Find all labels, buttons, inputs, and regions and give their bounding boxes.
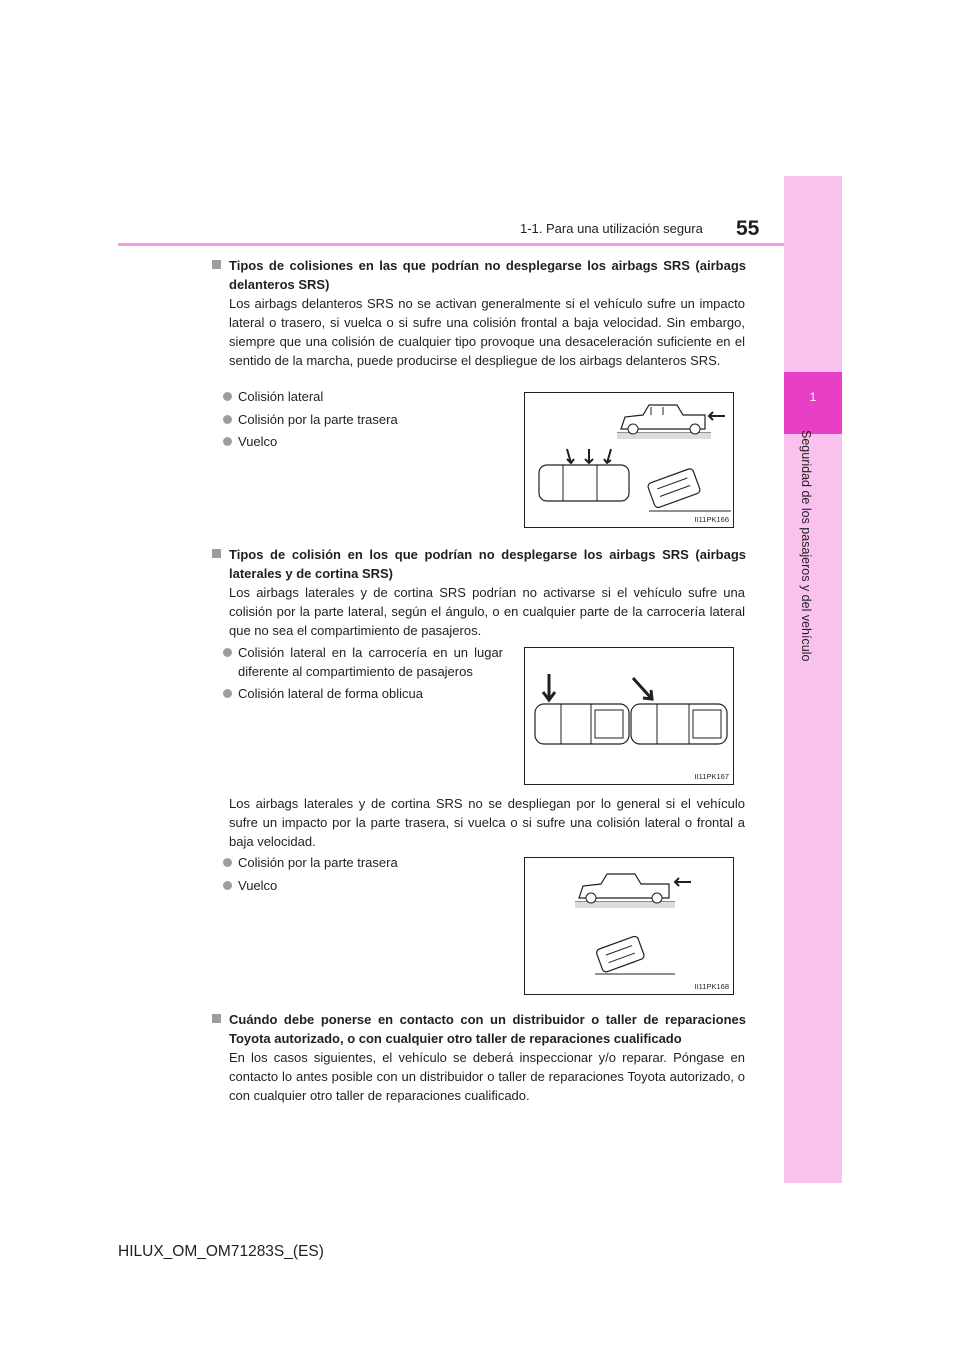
round-bullet-icon	[223, 415, 232, 424]
document-code: HILUX_OM_OM71283S_(ES)	[118, 1243, 324, 1260]
illustration-rear-and-rollover	[524, 857, 734, 995]
section-title: 1-1. Para una utilización segura	[520, 221, 703, 236]
section-heading: Tipos de colisiones en las que podrían no desplegarse los airbags SRS (airbags delanteros SRS)	[212, 256, 746, 294]
pickup-truck-icon	[525, 393, 733, 527]
list-item: Colisión lateral de forma oblicua	[223, 684, 423, 703]
round-bullet-icon	[223, 437, 232, 446]
round-bullet-icon	[223, 648, 232, 657]
pickup-truck-icon	[525, 858, 733, 994]
list-item: Colisión por la parte trasera	[223, 410, 398, 429]
figure-code: II11PK166	[694, 515, 729, 524]
round-bullet-icon	[223, 689, 232, 698]
illustration-side-airbag-exceptions	[524, 647, 734, 785]
list-item: Vuelco	[223, 876, 277, 895]
square-bullet-icon	[212, 549, 221, 558]
square-bullet-icon	[212, 260, 221, 269]
list-item: Vuelco	[223, 432, 277, 451]
list-item: Colisión lateral	[223, 387, 323, 406]
figure-code: II11PK167	[694, 772, 729, 781]
page-number: 55	[736, 217, 760, 240]
list-item: Colisión lateral en la carrocería en un lugar diferente al compartimiento de pasajeros	[223, 643, 503, 681]
pickup-truck-icon	[525, 648, 733, 784]
chapter-number: 1	[809, 390, 817, 404]
header-rule	[118, 243, 784, 246]
section-paragraph: Los airbags laterales y de cortina SRS podrían no activarse si el vehículo sufre una colisión por la parte lateral, según el ángulo, o en cualquier parte de la carrocería lateral que no sea el compartimiento de pasajeros.	[229, 585, 745, 638]
round-bullet-icon	[223, 858, 232, 867]
chapter-side-tab	[784, 176, 842, 1183]
section-paragraph: Los airbags laterales y de cortina SRS no se despliegan por lo general si el vehículo sufre un impacto por la parte trasera, si vuelca o si sufre una colisión lateral o frontal a baja velocidad.	[229, 796, 745, 849]
square-bullet-icon	[212, 1014, 221, 1023]
section-heading: Tipos de colisión en los que podrían no desplegarse los airbags SRS (airbags laterales y de cortina SRS)	[212, 545, 746, 583]
illustration-front-airbag-exceptions	[524, 392, 734, 528]
chapter-title: Seguridad de los pasajeros y del vehículo	[799, 430, 813, 662]
round-bullet-icon	[223, 392, 232, 401]
section-heading: Cuándo debe ponerse en contacto con un distribuidor o taller de reparaciones Toyota autorizado, o con cualquier otro taller de reparaciones cualificado	[212, 1010, 746, 1048]
round-bullet-icon	[223, 881, 232, 890]
section-paragraph: Los airbags delanteros SRS no se activan generalmente si el vehículo sufre un impacto lateral o trasero, si vuelca o si sufre una colisión frontal a baja velocidad. Sin embargo, siempre que una colisión de cualquier tipo provoque una desaceleración suficiente en el sentido de la marcha, puede producirse el despliegue de los airbags delanteros SRS.	[229, 296, 745, 368]
section-paragraph: En los casos siguientes, el vehículo se deberá inspeccionar y/o reparar. Póngase en contacto lo antes posible con un distribuidor o taller de reparaciones Toyota autorizado, o con cualquier otro taller de reparaciones cualificado.	[229, 1050, 745, 1103]
list-item: Colisión por la parte trasera	[223, 853, 398, 872]
figure-code: II11PK168	[694, 982, 729, 991]
